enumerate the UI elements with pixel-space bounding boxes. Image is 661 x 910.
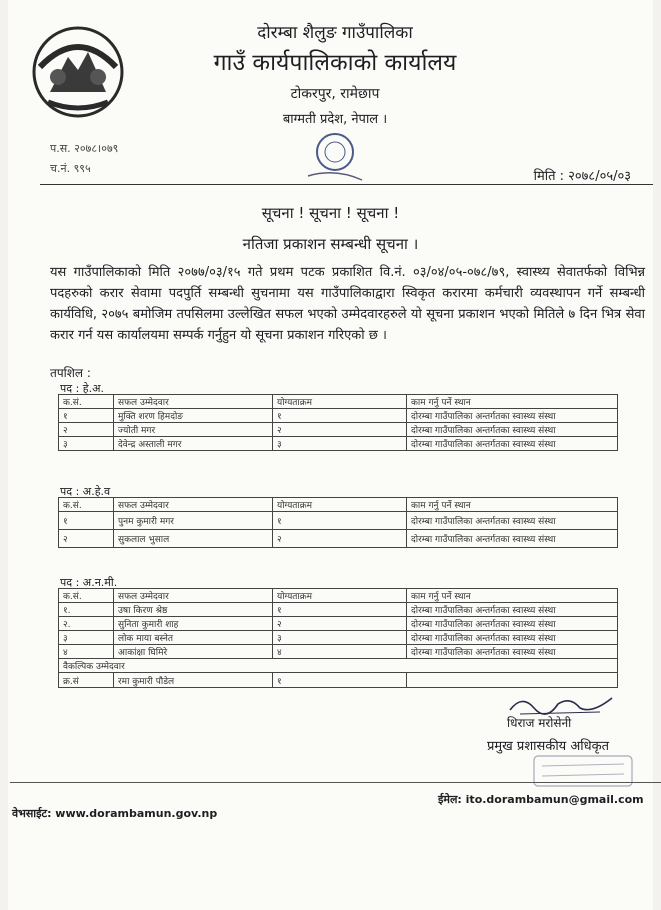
cell-sn: १ [59,409,114,423]
cell-sn: २ [59,423,114,437]
table-row [59,631,618,645]
table-row [59,645,618,659]
cell-rank: १ [273,512,407,530]
cell-workplace: दोरम्बा गाउँपालिका अन्तर्गतका स्वास्थ्य संस्था [407,530,618,548]
table-header-row [59,498,618,512]
result-table-ahw [58,497,618,548]
col-rank: योग्यताक्रम [273,498,407,512]
cell-sn: ३ [59,631,114,645]
cell-rank: २ [273,617,407,631]
cell-rank: ४ [273,645,407,659]
notice-subtitle: नतिजा प्रकाशन सम्बन्धी सूचना । [242,235,419,253]
faded-stamp [528,752,638,792]
col-workplace: काम गर्नु पर्ने स्थान [407,498,618,512]
cell-workplace: दोरम्बा गाउँपालिका अन्तर्गतका स्वास्थ्य संस्था [407,645,618,659]
cell-name: उषा किरण श्रेष्ठ [114,603,273,617]
table-row [59,617,618,631]
cell-workplace: दोरम्बा गाउँपालिका अन्तर्गतका स्वास्थ्य संस्था [407,603,618,617]
tapsil-label: तपशिल : [50,366,91,380]
col-candidate: सफल उम्मेदवार [114,589,273,603]
cell-name: देवेन्द्र अस्ताली मगर [114,437,273,451]
signatory-title: प्रमुख प्रशासकीय अधिकृत [487,739,610,754]
cell-sn: क्र.सं [59,673,114,688]
cell-sn: १. [59,603,114,617]
cell-workplace: दोरम्बा गाउँपालिका अन्तर्गतका स्वास्थ्य संस्था [407,512,618,530]
post-label-anm: पद : अ.न.मी. [60,576,118,589]
cell-name: ज्योती मगर [114,423,273,437]
notice-date: मिति : २०७८/०५/०३ [533,169,631,184]
cell-rank: १ [273,603,407,617]
table-row [59,437,618,451]
cell-workplace: दोरम्बा गाउँपालिका अन्तर्गतका स्वास्थ्य संस्था [407,631,618,645]
office-province: बाग्मती प्रदेश, नेपाल । [282,112,388,127]
notice-body: यस गाउँपालिकाको मिति २०७७/०३/१५ गते प्रथम पटक प्रकाशित वि.नं. ०३/०४/०५-०७८/७९, स्वास्थ्य सेवातर्फको विभिन्न पदहरुको करार सेवामा पदपुर्ति सम्बन्धी सुचनामा यस गाउँपालिकाद्वारा स्विकृत करारमा कर्मचारी व्यवस्थापन गर्ने सम्बन्धी कार्यविधि, २०७५ बमोजिम तपसिलमा उल्लेखित सफल भएको उम्मेदवारहरुले यो सूचना प्रकाशन भएको मितिले ७ दिन भित्र सेवा करार गर्न यस कार्यालयमा सम्पर्क गर्नुहुन यो सूचना प्रकाशन गरिएको छ । [50,265,645,343]
cell-sn: ३ [59,437,114,451]
office-address: टोकरपुर, रामेछाप [290,86,380,102]
signatory-name: धिराज मरोसेनी [507,716,572,730]
office-name: गाउँ कार्यपालिकाको कार्यालय [213,50,457,76]
cell-rank: १ [273,673,407,688]
notice-title: सूचना ! सूचना ! सूचना ! [261,204,400,222]
col-workplace: काम गर्नु पर्ने स्थान [407,589,618,603]
cell-rank: १ [273,409,407,423]
post-label-ha: पद : हे.अ. [60,382,105,395]
alternate-candidate-label: वैकल्पिक उम्मेदवार [59,659,618,673]
cell-name: लोक माया बस्नेत [114,631,273,645]
cell-name: रमा कुमारी पौडेल [114,673,273,688]
col-rank: योग्यताक्रम [273,395,407,409]
cell-sn: ४ [59,645,114,659]
table-row [59,603,618,617]
col-rank: योग्यताक्रम [273,589,407,603]
cell-workplace: दोरम्बा गाउँपालिका अन्तर्गतका स्वास्थ्य संस्था [407,423,618,437]
nepal-emblem-logo [28,22,128,120]
cell-name: पुनम कुमारी मगर [114,512,273,530]
cell-name: आकांक्षा घिमिरे [114,645,273,659]
col-candidate: सफल उम्मेदवार [114,395,273,409]
cell-rank: २ [273,423,407,437]
result-table-ha [58,394,618,451]
reference-number: प.स. २०७८।०७९ [50,142,119,155]
cell-name: सुकलाल भुसाल [114,530,273,548]
table-row [59,512,618,530]
cell-name: मुक्ति शरण हिमदोङ [114,409,273,423]
municipality-name: दोरम्बा शैलुङ गाउँपालिका [257,23,413,43]
cell-workplace-empty [407,673,618,688]
cell-sn: २ [59,530,114,548]
cell-rank: ३ [273,631,407,645]
post-label-ahw: पद : अ.हे.व [60,485,111,498]
footer-email: ईमेल: ito.dorambamun@gmail.com [438,793,644,806]
table-header-row [59,395,618,409]
cell-rank: २ [273,530,407,548]
cell-name: सुनिता कुमारी शाह [114,617,273,631]
footer-divider [10,782,661,783]
alternate-label-row [59,659,618,673]
cell-rank: ३ [273,437,407,451]
cell-sn: १ [59,512,114,530]
col-workplace: काम गर्नु पर्ने स्थान [407,395,618,409]
alternate-row [59,673,618,688]
table-row [59,409,618,423]
result-table-anm [58,588,618,688]
footer-website: वेभसाईट: www.dorambamun.gov.np [12,807,218,820]
col-sn: क.सं. [59,589,114,603]
col-sn: क.सं. [59,395,114,409]
header-divider [40,184,653,185]
cell-workplace: दोरम्बा गाउँपालिका अन्तर्गतका स्वास्थ्य संस्था [407,409,618,423]
col-sn: क.सं. [59,498,114,512]
col-candidate: सफल उम्मेदवार [114,498,273,512]
cell-workplace: दोरम्बा गाउँपालिका अन्तर्गतका स्वास्थ्य संस्था [407,617,618,631]
cell-sn: २. [59,617,114,631]
cell-workplace: दोरम्बा गाउँपालिका अन्तर्गतका स्वास्थ्य संस्था [407,437,618,451]
table-header-row [59,589,618,603]
office-stamp [300,128,370,186]
table-row [59,423,618,437]
table-row [59,530,618,548]
dispatch-number: च.नं. ९९५ [50,162,91,175]
